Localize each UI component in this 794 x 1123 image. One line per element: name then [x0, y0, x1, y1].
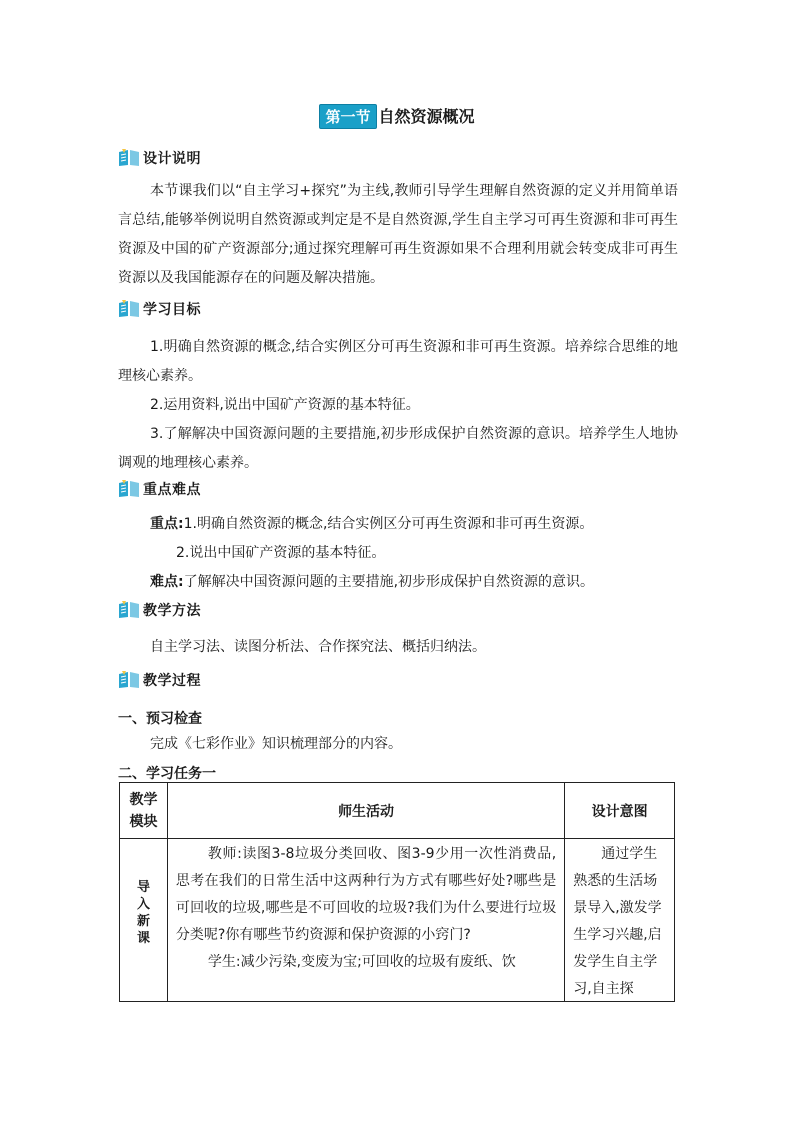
goal-item: 1.明确自然资源的概念,结合实例区分可再生资源和非可再生资源。培养综合思维的地理核心素养。	[118, 339, 678, 384]
methods-paragraph	[118, 633, 678, 662]
design-text: 本节课我们以“自主学习+探究”为主线,教师引导学生理解自然资源的定义并用简单语言总结,能够举例说明自然资源或判定是不是自然资源,学生自主学习可再生资源和非可再生资源及中国的矿产资源部分;通过探究理解可再生资源如果不合理利用就会转变成非可再生资源以及我国能源存在的问题及解决措施。	[118, 183, 678, 286]
teacher-activity: 教师:读图3-8垃圾分类回收、图3-9少用一次性消费品,思考在我们的日常生活中这两种行为方式有哪些好处?哪些是可回收的垃圾,哪些是不可回收的垃圾?我们为什么要进行垃圾分类呢?你有哪些节约资源和保护资源的小窍门?	[175, 846, 557, 943]
intent-cell	[565, 839, 675, 1002]
difficulty-label: 难点:	[150, 574, 184, 590]
section-process-label: 教学过程	[143, 673, 201, 689]
goals-list	[118, 333, 678, 478]
title-text: 自然资源概况	[378, 107, 475, 126]
lesson-table	[119, 782, 675, 1002]
subheading-task-one: 二、学习任务一	[118, 766, 216, 782]
section-keypoints-label: 重点难点	[143, 482, 201, 498]
header-intent: 设计意图	[565, 783, 675, 839]
book-icon	[118, 671, 140, 689]
section-design-label: 设计说明	[143, 151, 201, 167]
book-icon	[118, 601, 140, 619]
section-goals-label: 学习目标	[143, 302, 201, 318]
keypoints-block	[118, 510, 678, 597]
intent-text: 通过学生熟悉的生活场景导入,激发学生学习兴趣,启发学生自主学习,自主探	[573, 846, 662, 997]
subheading-preview-check: 一、预习检查	[118, 711, 202, 727]
section-badge: 第一节	[319, 104, 376, 129]
section-keypoints-header	[118, 479, 201, 499]
header-activity: 师生活动	[167, 783, 564, 839]
section-process-header	[118, 670, 201, 690]
table-row	[120, 839, 675, 1002]
book-icon	[118, 480, 140, 498]
key-point-2: 2.说出中国矿产资源的基本特征。	[176, 545, 386, 561]
key-point-1: 重点:1.明确自然资源的概念,结合实例区分可再生资源和非可再生资源。	[150, 516, 594, 532]
design-paragraph	[118, 177, 678, 293]
book-icon	[118, 300, 140, 318]
section-methods-header	[118, 600, 201, 620]
module-cell	[120, 839, 168, 1002]
goal-item: 2.运用资料,说出中国矿产资源的基本特征。	[150, 397, 420, 413]
key-label: 重点:	[150, 516, 184, 532]
page-title	[0, 104, 794, 129]
preview-text: 完成《七彩作业》知识梳理部分的内容。	[150, 736, 402, 752]
section-design-header	[118, 148, 201, 168]
book-icon	[118, 149, 140, 167]
table-header-row	[120, 783, 675, 839]
difficulty-point: 难点:了解解决中国资源问题的主要措施,初步形成保护自然资源的意识。	[150, 574, 595, 590]
activity-cell	[167, 839, 564, 1002]
preview-paragraph	[118, 730, 678, 759]
header-module: 教学模块	[120, 783, 168, 839]
goal-item: 3.了解解决中国资源问题的主要措施,初步形成保护自然资源的意识。培养学生人地协调观的地理核心素养。	[118, 426, 678, 471]
student-activity: 学生:减少污染,变废为宝;可回收的垃圾有废纸、饮	[207, 954, 516, 970]
section-goals-header	[118, 299, 201, 319]
module-label: 导入新课	[136, 880, 150, 946]
section-methods-label: 教学方法	[143, 603, 201, 619]
methods-text: 自主学习法、读图分析法、合作探究法、概括归纳法。	[150, 639, 486, 655]
